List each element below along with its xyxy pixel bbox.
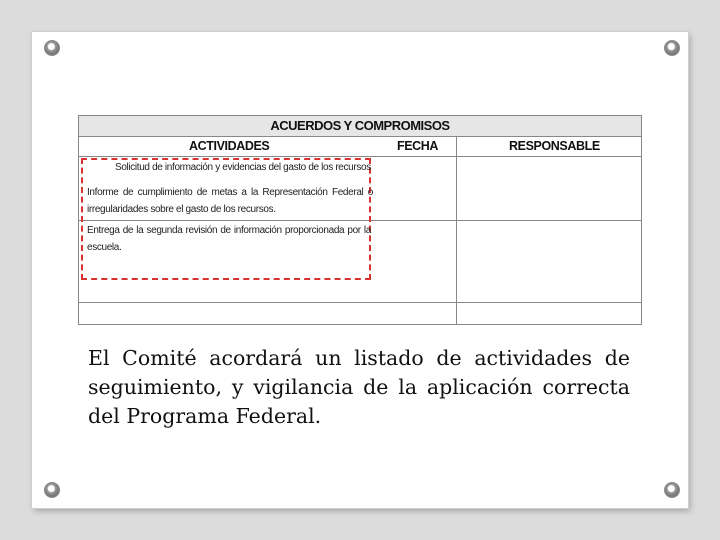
highlight-box xyxy=(81,158,371,280)
table-row: Solicitud de información y evidencias del gasto de los recursos xyxy=(115,162,371,173)
table-row: Entrega de la segunda revisión de información proporcionada por la escuela. xyxy=(87,225,371,253)
table-title: ACUERDOS Y COMPROMISOS xyxy=(79,116,641,137)
column-header-responsible: RESPONSABLE xyxy=(509,139,600,153)
pin-icon xyxy=(44,40,60,56)
row-divider xyxy=(79,302,641,303)
pin-icon xyxy=(44,482,60,498)
column-header-activities: ACTIVIDADES xyxy=(189,139,270,153)
column-header-date: FECHA xyxy=(397,139,439,153)
pin-icon xyxy=(664,40,680,56)
pin-icon xyxy=(664,482,680,498)
table-row: Informe de cumplimiento de metas a la Representación Federal o irregularidades sobre el gasto de los recursos. xyxy=(87,187,373,215)
slide-caption: El Comité acordará un listado de actividades de seguimiento, y vigilancia de la aplicación correcta del Programa Federal. xyxy=(88,346,630,428)
agreements-table xyxy=(78,115,642,325)
column-divider xyxy=(456,137,457,324)
row-divider xyxy=(79,156,641,157)
